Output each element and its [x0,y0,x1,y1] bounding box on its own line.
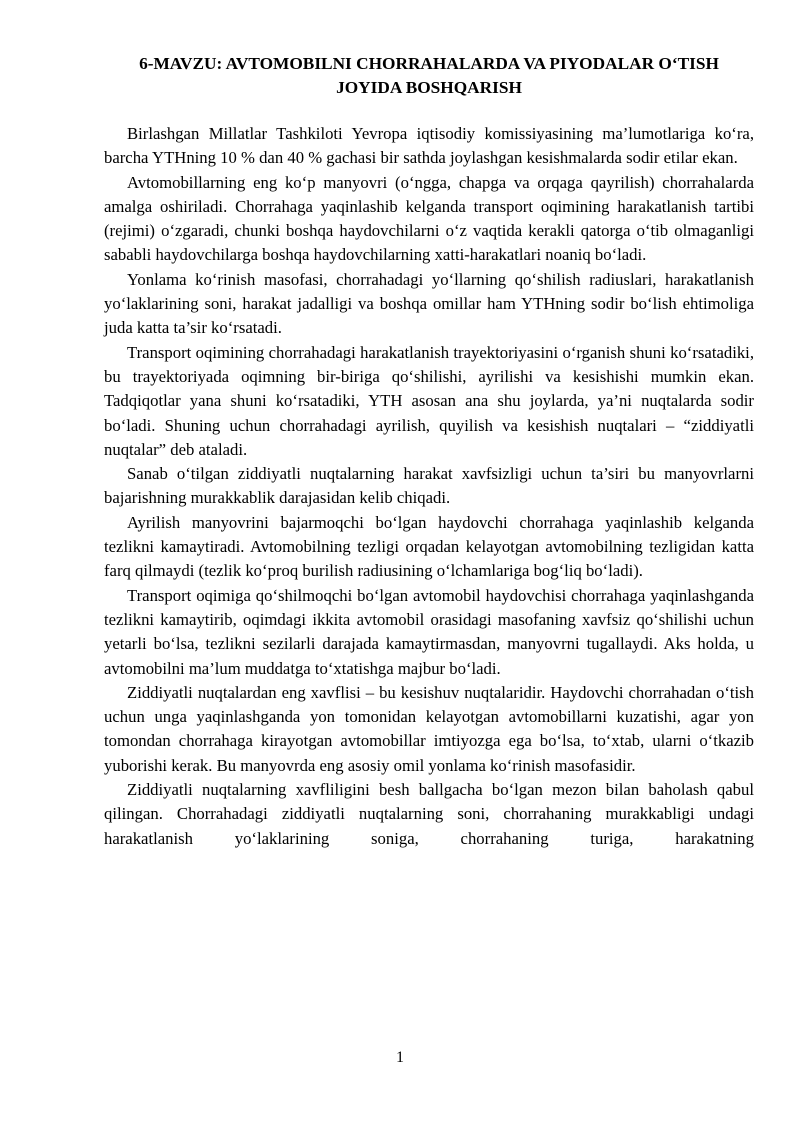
paragraph-6: Ayrilish manyovrini bajarmoqchi bo‘lgan haydovchi chorrahaga yaqinlashib kelganda tezlikni kamaytiradi. Avtomobilning tezligi orqadan kelayotgan avtomobilning tezligidan katta farq qilmaydi (tezlik ko‘proq burilish radiusining o‘lchamlariga bog‘liq bo‘ladi). [104,512,754,581]
page-number: 1 [396,1049,404,1066]
page-title-line-2: JOYIDA BOSHQARISH [336,78,522,97]
document-body [104,122,754,851]
paragraph-5: Sanab o‘tilgan ziddiyatli nuqtalarning harakat xavfsizligi uchun ta’siri bu manyovrlarni bajarishning murakkablik darajasidan kelib chiqadi. [104,464,754,508]
paragraph-2: Avtomobillarning eng ko‘p manyovri (o‘ngga, chapga va orqaga qayrilish) chorrahalarda amalga oshiriladi. Chorrahaga yaqinlashib kelganda transport oqimining harakatlanish tartibi (rejimi) o‘zgaradi, chunki boshqa haydovchilarni o‘z vaqtida kerakli qatorga o‘tib olmaganligi sababli haydovchilarga boshqa haydovchilarning xatti-harakatlari noaniq bo‘ladi. [104,172,754,265]
document-page [104,52,754,851]
page-title-line-1: 6-MAVZU: AVTOMOBILNI CHORRAHALARDA VA PIYODALAR O‘TISH [139,54,719,73]
paragraph-9: Ziddiyatli nuqtalarning xavfliligini besh ballgacha bo‘lgan mezon bilan baholash qabul qilingan. Chorrahadagi ziddiyatli nuqtalarning soni, chorrahaning murakkabligi undagi harakatlanish yo‘laklarining soniga, chorrahaning turiga, harakatning [104,780,754,848]
paragraph-7: Transport oqimiga qo‘shilmoqchi bo‘lgan avtomobil haydovchisi chorrahaga yaqinlashganda tezlikni kamaytirib, oqimdagi ikkita avtomobil orasidagi masofaning xavfsiz qo‘shilishi uchun yetarli bo‘lsa, tezlikni sezilarli darajada kamaytirmasdan, manyovrni tugallaydi. Aks holda, u avtomobilni ma’lum muddatga to‘xtatishga majbur bo‘ladi. [104,585,754,678]
page-title [104,52,754,100]
paragraph-3: Yonlama ko‘rinish masofasi, chorrahadagi yo‘llarning qo‘shilish radiuslari, harakatlanish yo‘laklarining soni, harakat jadalligi va boshqa omillar ham YTHning sodir bo‘lish ehtimoliga juda katta ta’sir ko‘rsatadi. [104,269,754,338]
paragraph-4: Transport oqimining chorrahadagi harakatlanish trayektoriyasini o‘rganish shuni ko‘rsatadiki, bu trayektoriyada oqimning bir-biriga qo‘shilishi, ayrilishi va kesishishi mumkin ekan. Tadqiqotlar yana shuni ko‘rsatadiki, YTH asosan ana shu joylarda, ya’ni nuqtalarda sodir bo‘ladi. Shuning uchun chorrahadagi ayrilish, quyilish va kesishish nuqtalari – “ziddiyatli nuqtalar” deb ataladi. [104,342,754,459]
paragraph-8: Ziddiyatli nuqtalardan eng xavflisi – bu kesishuv nuqtalaridir. Haydovchi chorrahadan o‘tish uchun unga yaqinlashganda yon tomonidan kelayotgan avtomobillarni kuzatishi, agar yon tomondan chorrahaga kirayotgan avtomobillar imtiyozga ega bo‘lsa, to‘xtab, ularni o‘tkazib yuborishi kerak. Bu manyovrda eng asosiy omil yonlama ko‘rinish masofasidir. [104,682,754,775]
paragraph-1: Birlashgan Millatlar Tashkiloti Yevropa iqtisodiy komissiyasining ma’lumotlariga ko‘ra, barcha YTHning 10 % dan 40 % gachasi bir sathda joylashgan kesishmalarda sodir etilar ekan. [104,124,754,168]
